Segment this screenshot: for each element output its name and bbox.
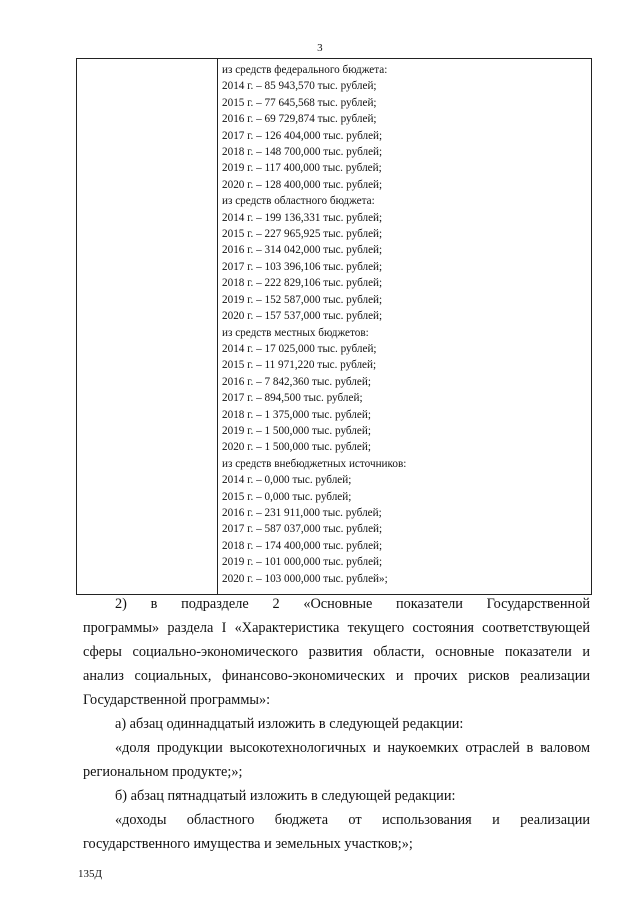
funding-line: из средств местных бюджетов: xyxy=(222,326,369,339)
funding-line: 2014 г. – 199 136,331 тыс. рублей; xyxy=(222,211,383,224)
funding-line: 2019 г. – 101 000,000 тыс. рублей; xyxy=(222,556,383,569)
funding-table-values-cell xyxy=(218,59,591,594)
funding-line: 2018 г. – 222 829,106 тыс. рублей; xyxy=(222,277,383,290)
item-b-quote: «доходы областного бюджета от использования и реализации государственного имущества и земельных участков;»; xyxy=(83,812,590,852)
funding-line: 2016 г. – 314 042,000 тыс. рублей; xyxy=(222,244,383,257)
page-number: 3 xyxy=(317,42,323,54)
funding-line: 2017 г. – 587 037,000 тыс. рублей; xyxy=(222,523,383,536)
funding-line: из средств федерального бюджета: xyxy=(222,64,388,76)
item-2-heading: 2) в подразделе 2 «Основные показатели Государственной xyxy=(115,596,590,612)
funding-line: 2016 г. – 7 842,360 тыс. рублей; xyxy=(222,375,371,388)
item-a-quote: «доля продукции высокотехнологичных и наукоемких отраслей в валовом региональном продукте;»; xyxy=(83,740,590,780)
item-2-continuation: программы» раздела I «Характеристика текущего состояния соответствующей сферы социально-экономического развития области, основные показатели и анализ социальных, финансово-экономических и прочих рисков реализации Государственной программы»: xyxy=(83,620,590,708)
funding-line: 2020 г. – 103 000,000 тыс. рублей»; xyxy=(222,572,388,585)
funding-line: 2016 г. – 69 729,874 тыс. рублей; xyxy=(222,113,377,126)
funding-line: из средств внебюджетных источников: xyxy=(222,457,407,470)
funding-line: 2020 г. – 128 400,000 тыс. рублей; xyxy=(222,178,383,191)
funding-line: 2017 г. – 103 396,106 тыс. рублей; xyxy=(222,260,383,273)
funding-line: 2015 г. – 0,000 тыс. рублей; xyxy=(222,490,352,503)
funding-line: 2019 г. – 1 500,000 тыс. рублей; xyxy=(222,424,371,437)
body-text xyxy=(83,592,590,856)
funding-line: 2017 г. – 126 404,000 тыс. рублей; xyxy=(222,129,383,142)
funding-line: 2014 г. – 17 025,000 тыс. рублей; xyxy=(222,342,377,355)
funding-table xyxy=(76,58,592,595)
funding-line: 2014 г. – 85 943,570 тыс. рублей; xyxy=(222,80,377,93)
item-a: а) абзац одиннадцатый изложить в следующей редакции: xyxy=(115,716,464,732)
funding-line: 2015 г. – 77 645,568 тыс. рублей; xyxy=(222,96,377,109)
funding-line: 2018 г. – 148 700,000 тыс. рублей; xyxy=(222,146,383,159)
funding-line: из средств областного бюджета: xyxy=(222,195,375,208)
funding-line: 2015 г. – 227 965,925 тыс. рублей; xyxy=(222,228,383,241)
funding-line: 2018 г. – 174 400,000 тыс. рублей; xyxy=(222,539,383,552)
item-b: б) абзац пятнадцатый изложить в следующей редакции: xyxy=(115,788,456,804)
funding-line: 2020 г. – 157 537,000 тыс. рублей; xyxy=(222,310,383,323)
funding-line: 2016 г. – 231 911,000 тыс. рублей; xyxy=(222,506,382,519)
funding-line: 2018 г. – 1 375,000 тыс. рублей; xyxy=(222,408,371,421)
funding-line: 2019 г. – 117 400,000 тыс. рублей; xyxy=(222,162,382,175)
funding-table-label-cell xyxy=(77,59,218,594)
funding-line: 2014 г. – 0,000 тыс. рублей; xyxy=(222,474,352,487)
funding-line: 2020 г. – 1 500,000 тыс. рублей; xyxy=(222,441,371,454)
document-code: 135Д xyxy=(78,868,103,880)
funding-line: 2017 г. – 894,500 тыс. рублей; xyxy=(222,392,363,405)
funding-line: 2019 г. – 152 587,000 тыс. рублей; xyxy=(222,293,383,306)
funding-line: 2015 г. – 11 971,220 тыс. рублей; xyxy=(222,359,377,372)
